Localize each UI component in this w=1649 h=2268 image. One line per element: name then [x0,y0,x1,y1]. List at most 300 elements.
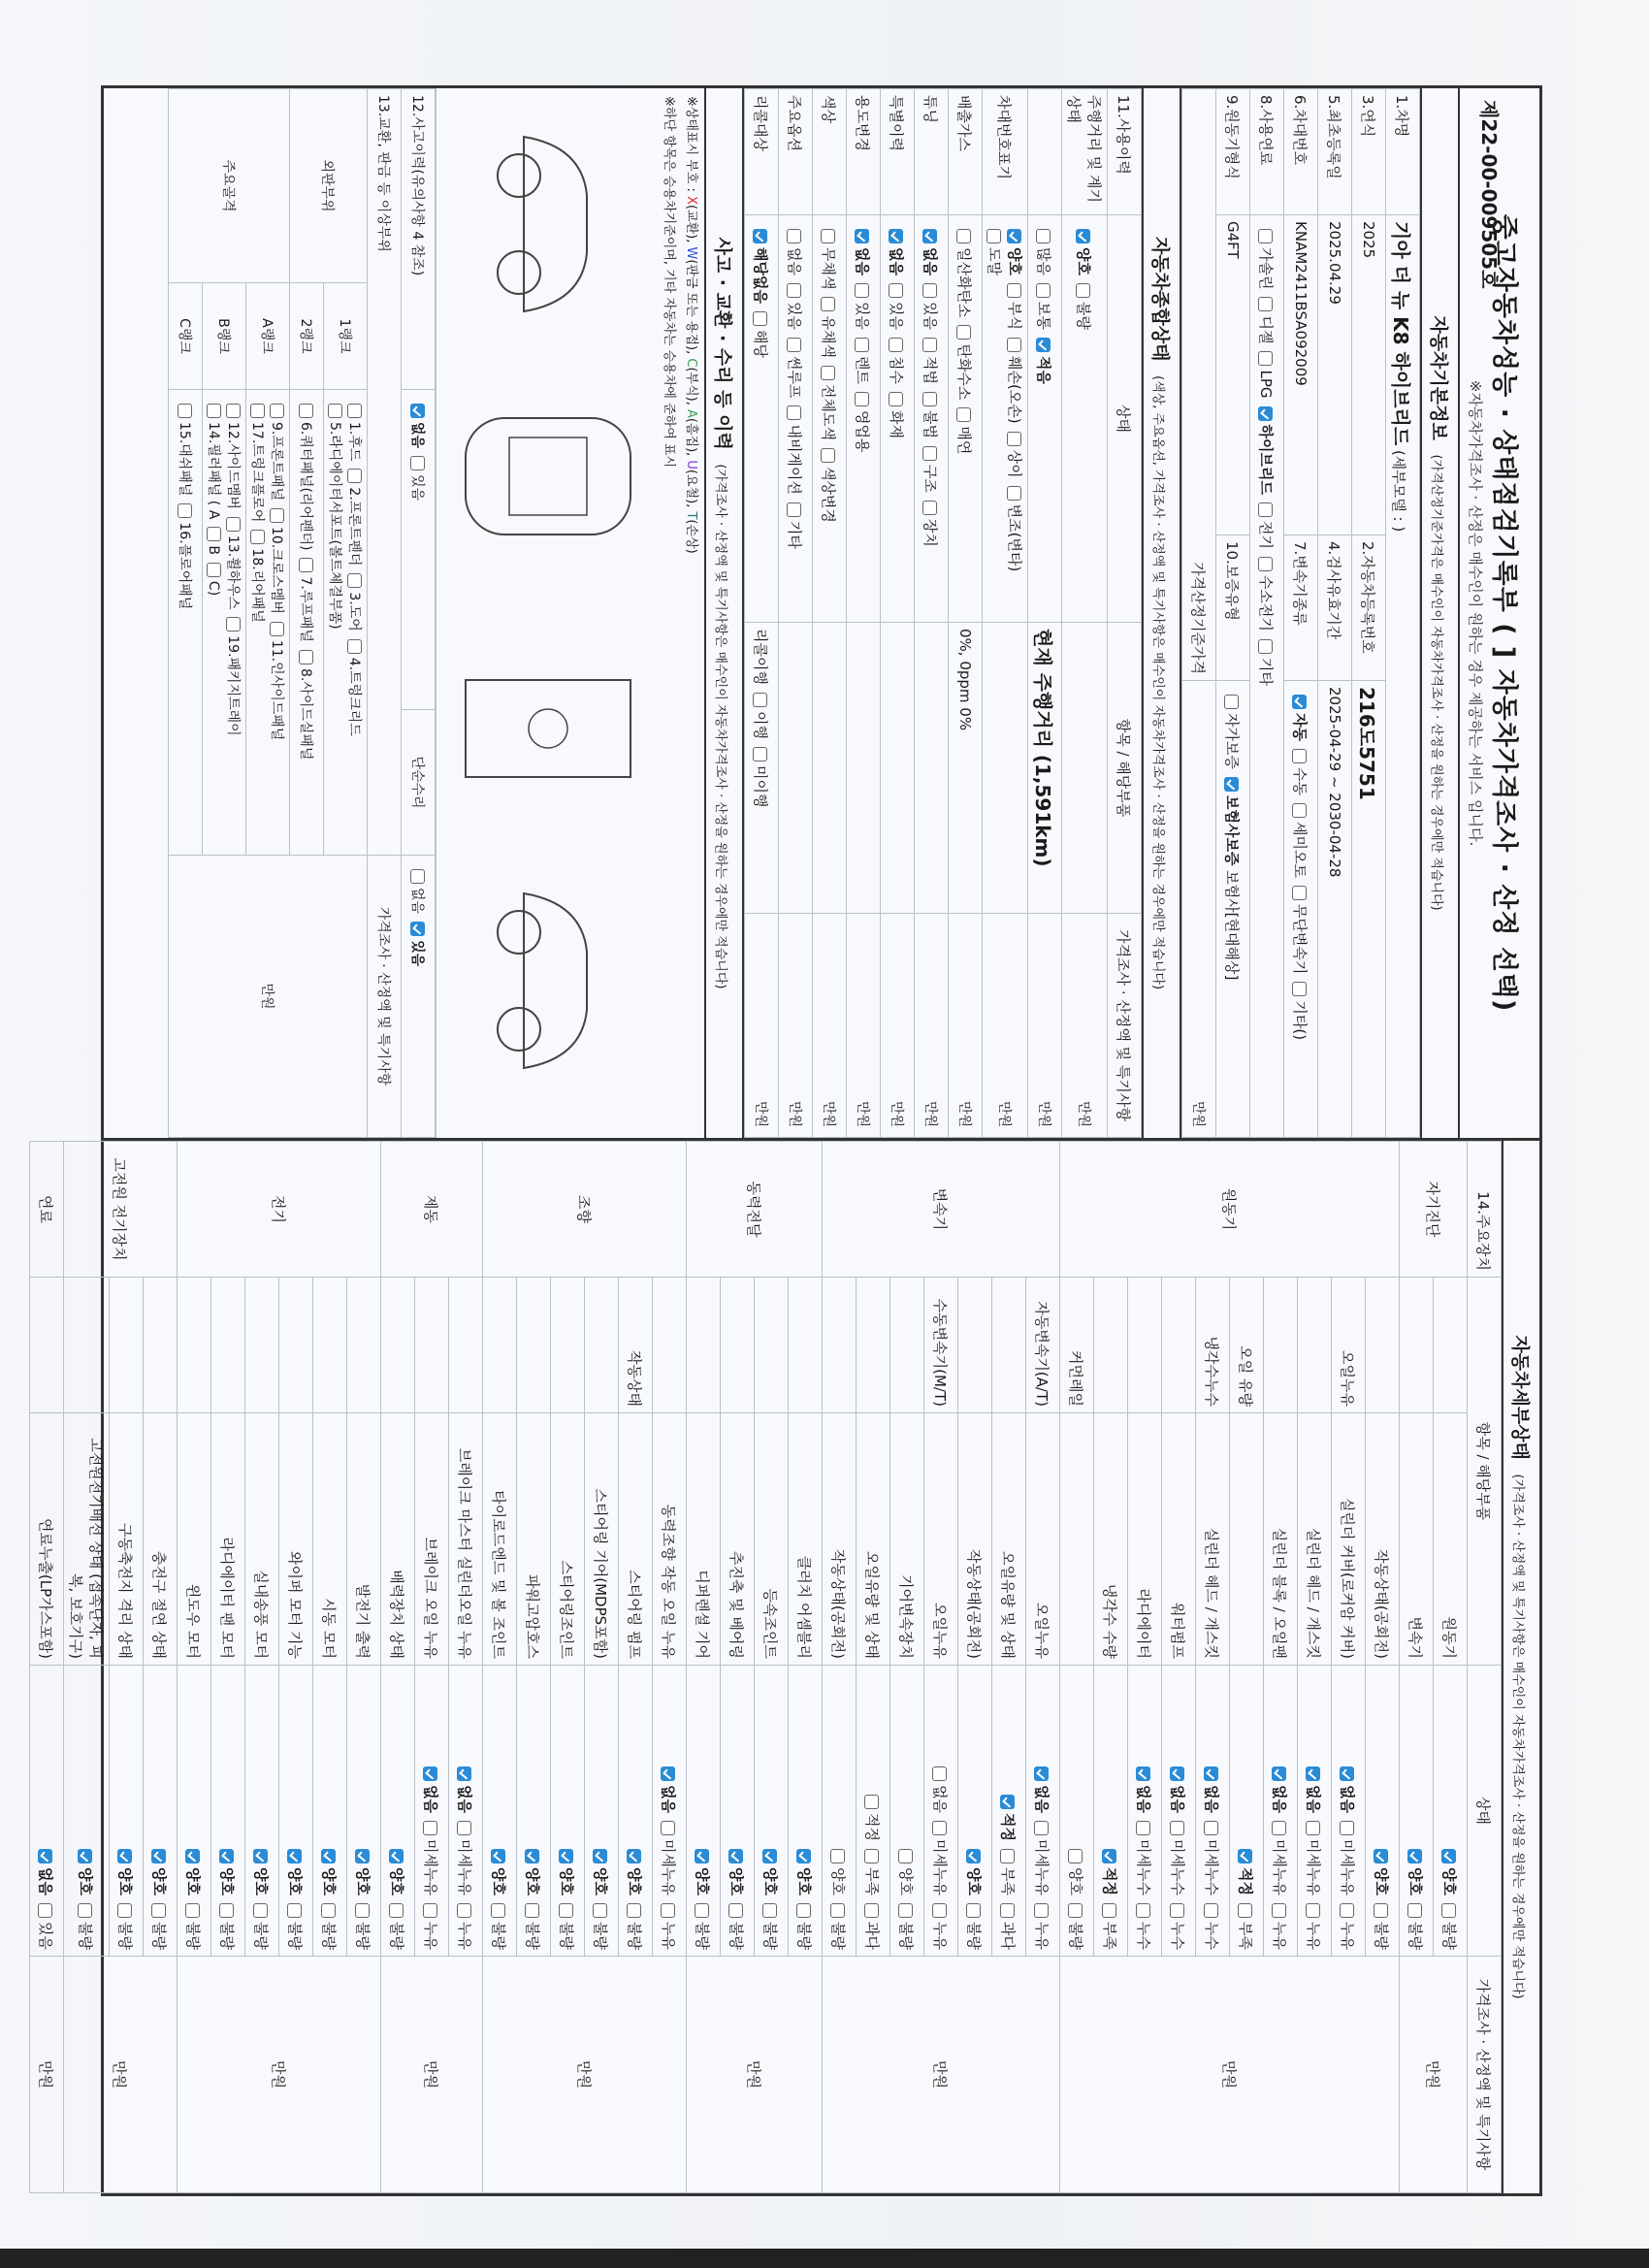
checkbox-icon[interactable] [410,404,425,418]
checkbox-icon[interactable] [957,229,972,243]
checkbox-icon[interactable] [1205,1766,1219,1781]
option-checkbox[interactable]: 누유 [423,1895,440,1950]
checkbox-icon[interactable] [207,404,221,418]
checkbox-icon[interactable] [1077,283,1091,298]
checkbox-icon[interactable] [1408,1903,1423,1918]
option-checkbox[interactable]: 없음 [1034,1759,1051,1813]
option-checkbox[interactable]: 14.필러패널 ( A [206,396,221,519]
checkbox-icon[interactable] [220,1849,235,1863]
checkbox-icon[interactable] [492,1903,506,1918]
checkbox-icon[interactable] [1273,1766,1287,1781]
checkbox-icon[interactable] [865,1849,880,1863]
option-checkbox[interactable]: 16.플로어패널 [177,496,192,609]
option-checkbox[interactable]: 불량 [627,1895,644,1950]
option-checkbox[interactable]: 양호 [253,1841,271,1895]
checkbox-icon[interactable] [207,563,221,577]
checkbox-icon[interactable] [1259,557,1274,571]
checkbox-icon[interactable] [288,1903,303,1918]
option-checkbox[interactable]: 불량 [287,1895,305,1950]
option-checkbox[interactable]: 기타 [787,495,804,549]
option-checkbox[interactable]: 장치 [922,493,940,547]
option-checkbox[interactable]: C) [206,555,221,596]
option-checkbox[interactable]: 없음 [922,221,940,275]
option-checkbox[interactable]: 구조 [922,438,940,493]
option-checkbox[interactable]: 영업용 [855,384,872,452]
option-checkbox[interactable]: 18.리어패널 [249,522,265,622]
option-checkbox[interactable]: 있음 [787,275,804,330]
checkbox-icon[interactable] [39,1903,53,1918]
checkbox-icon[interactable] [923,501,938,515]
checkbox-icon[interactable] [865,1795,880,1809]
option-checkbox[interactable]: 없음 [1136,1759,1153,1813]
option-checkbox[interactable]: 불량 [1441,1895,1459,1950]
checkbox-icon[interactable] [270,622,284,636]
checkbox-icon[interactable] [118,1849,133,1863]
option-checkbox[interactable]: 3.도어 [346,566,362,631]
option-checkbox[interactable]: 없음 [409,861,425,914]
checkbox-icon[interactable] [1137,1903,1151,1918]
checkbox-icon[interactable] [831,1903,846,1918]
checkbox-icon[interactable] [178,503,192,518]
checkbox-icon[interactable] [754,693,768,707]
option-checkbox[interactable]: B [206,519,221,555]
option-checkbox[interactable]: 양호 [355,1841,372,1895]
checkbox-icon[interactable] [1001,1849,1016,1863]
option-checkbox[interactable]: 15.대쉬패널 [177,396,192,496]
checkbox-icon[interactable] [1103,1903,1117,1918]
option-checkbox[interactable]: 5.라디에이터서포트(볼트체결부품) [327,396,342,630]
checkbox-icon[interactable] [226,517,241,532]
option-checkbox[interactable]: 침수 [889,330,906,384]
option-checkbox[interactable]: 양호 [898,1841,916,1895]
option-checkbox[interactable]: 있음 [922,275,940,330]
checkbox-icon[interactable] [1341,1821,1355,1835]
option-checkbox[interactable]: 불량 [117,1895,135,1950]
checkbox-icon[interactable] [526,1903,540,1918]
checkbox-icon[interactable] [390,1849,404,1863]
option-checkbox[interactable]: 양호 [1407,1841,1425,1895]
checkbox-icon[interactable] [923,338,938,352]
option-checkbox[interactable]: 썬루프 [787,330,804,398]
option-checkbox[interactable]: 누유 [1340,1895,1357,1950]
checkbox-icon[interactable] [899,1903,914,1918]
option-checkbox[interactable]: 적정 [864,1787,882,1841]
checkbox-icon[interactable] [1037,229,1051,243]
checkbox-icon[interactable] [822,448,836,463]
checkbox-icon[interactable] [933,1903,948,1918]
option-checkbox[interactable]: 불량 [151,1895,169,1950]
checkbox-icon[interactable] [594,1849,608,1863]
option-checkbox[interactable]: 없음 [889,221,906,275]
option-checkbox[interactable]: 수소전기 [1258,549,1276,632]
checkbox-icon[interactable] [1137,1821,1151,1835]
option-checkbox[interactable]: 양호 [796,1841,814,1895]
checkbox-icon[interactable] [1077,229,1091,243]
option-checkbox[interactable]: 양호 [559,1841,576,1895]
checkbox-icon[interactable] [1273,1821,1287,1835]
checkbox-icon[interactable] [118,1903,133,1918]
option-checkbox[interactable]: 불량 [966,1895,984,1950]
checkbox-icon[interactable] [356,1903,371,1918]
checkbox-icon[interactable] [1171,1903,1185,1918]
checkbox-icon[interactable] [822,366,836,380]
checkbox-icon[interactable] [347,404,362,418]
option-checkbox[interactable]: 없음 [409,396,425,448]
checkbox-icon[interactable] [662,1903,676,1918]
checkbox-icon[interactable] [186,1849,201,1863]
checkbox-icon[interactable] [1037,283,1051,298]
option-checkbox[interactable]: 있음 [409,448,425,501]
checkbox-icon[interactable] [1205,1821,1219,1835]
checkbox-icon[interactable] [322,1903,337,1918]
option-checkbox[interactable]: 미세누유 [1340,1813,1357,1895]
option-checkbox[interactable]: 2.프론트펜더 [346,461,362,566]
checkbox-icon[interactable] [410,456,425,470]
checkbox-icon[interactable] [178,404,192,418]
checkbox-icon[interactable] [347,469,362,483]
checkbox-icon[interactable] [729,1903,744,1918]
option-checkbox[interactable]: 있음 [855,275,872,330]
checkbox-icon[interactable] [79,1903,93,1918]
option-checkbox[interactable]: 양호 [78,1841,95,1895]
checkbox-icon[interactable] [831,1849,846,1863]
checkbox-icon[interactable] [424,1821,438,1835]
option-checkbox[interactable]: 누수 [1136,1895,1153,1950]
option-checkbox[interactable]: 해당 [753,304,770,358]
checkbox-icon[interactable] [250,404,265,418]
checkbox-icon[interactable] [1293,749,1308,763]
option-checkbox[interactable]: 전기 [1258,495,1276,549]
option-checkbox[interactable]: 없음 [1204,1759,1221,1813]
checkbox-icon[interactable] [763,1849,778,1863]
checkbox-icon[interactable] [1341,1903,1355,1918]
checkbox-icon[interactable] [1293,695,1308,709]
checkbox-icon[interactable] [957,325,972,340]
checkbox-icon[interactable] [957,407,972,422]
option-checkbox[interactable]: 불량 [695,1895,712,1950]
option-checkbox[interactable]: 양호 [1441,1841,1459,1895]
option-checkbox[interactable]: 해당없음 [753,221,770,304]
checkbox-icon[interactable] [923,446,938,461]
option-checkbox[interactable]: 양호 [117,1841,135,1895]
checkbox-icon[interactable] [933,1766,948,1781]
checkbox-icon[interactable] [1408,1849,1423,1863]
checkbox-icon[interactable] [1069,1903,1083,1918]
checkbox-icon[interactable] [1007,486,1021,501]
checkbox-icon[interactable] [1442,1849,1457,1863]
option-checkbox[interactable]: 적정 [1238,1841,1255,1895]
checkbox-icon[interactable] [1259,229,1274,243]
option-checkbox[interactable]: 7.루프패널 [298,550,313,641]
checkbox-icon[interactable] [458,1903,472,1918]
option-checkbox[interactable]: 부식 [1006,275,1023,330]
option-checkbox[interactable]: 누유 [1306,1895,1323,1950]
option-checkbox[interactable]: 12.사이드멤버 [225,396,241,509]
checkbox-icon[interactable] [1007,432,1021,446]
option-checkbox[interactable]: 미세누유 [661,1813,678,1895]
option-checkbox[interactable]: 적정 [1000,1787,1018,1841]
checkbox-icon[interactable] [1239,1903,1253,1918]
option-checkbox[interactable]: 가솔린 [1258,221,1276,289]
checkbox-icon[interactable] [797,1903,812,1918]
checkbox-icon[interactable] [628,1903,642,1918]
checkbox-icon[interactable] [1307,1903,1321,1918]
option-checkbox[interactable]: 19.패키지트레이 [225,609,241,735]
checkbox-icon[interactable] [695,1849,710,1863]
option-checkbox[interactable]: 불량 [78,1895,95,1950]
checkbox-icon[interactable] [1259,351,1274,366]
option-checkbox[interactable]: 없음 [38,1841,55,1895]
checkbox-icon[interactable] [1273,1903,1287,1918]
option-checkbox[interactable]: 불량 [1407,1895,1425,1950]
checkbox-icon[interactable] [560,1849,574,1863]
checkbox-icon[interactable] [1171,1766,1185,1781]
checkbox-icon[interactable] [458,1821,472,1835]
checkbox-icon[interactable] [628,1849,642,1863]
checkbox-icon[interactable] [933,1821,948,1835]
option-checkbox[interactable]: 과다 [1000,1895,1018,1950]
checkbox-icon[interactable] [1225,777,1240,792]
option-checkbox[interactable]: 부족 [864,1841,882,1895]
option-checkbox[interactable]: 불량 [593,1895,610,1950]
option-checkbox[interactable]: 불법 [922,384,940,438]
checkbox-icon[interactable] [1259,297,1274,311]
option-checkbox[interactable]: 디젤 [1258,289,1276,343]
checkbox-icon[interactable] [270,508,284,523]
option-checkbox[interactable]: 있음 [889,275,906,330]
option-checkbox[interactable]: 자동 [1292,687,1310,741]
checkbox-icon[interactable] [788,283,802,298]
checkbox-icon[interactable] [288,1849,303,1863]
option-checkbox[interactable]: 9.프론트패널 [269,396,284,501]
option-checkbox[interactable]: 불량 [1374,1895,1391,1950]
checkbox-icon[interactable] [410,922,425,936]
option-checkbox[interactable]: 양호 [1006,221,1023,275]
checkbox-icon[interactable] [347,639,362,654]
option-checkbox[interactable]: 미세누유 [1272,1813,1289,1895]
checkbox-icon[interactable] [1374,1903,1389,1918]
checkbox-icon[interactable] [254,1849,269,1863]
checkbox-icon[interactable] [889,283,904,298]
checkbox-icon[interactable] [822,297,836,311]
option-checkbox[interactable]: 양호 [491,1841,508,1895]
option-checkbox[interactable]: 누유 [1272,1895,1289,1950]
checkbox-icon[interactable] [186,1903,201,1918]
checkbox-icon[interactable] [662,1821,676,1835]
option-checkbox[interactable]: 없음 [787,221,804,275]
checkbox-icon[interactable] [1007,229,1021,243]
checkbox-icon[interactable] [754,311,768,326]
option-checkbox[interactable]: 없음 [1306,1759,1323,1813]
checkbox-icon[interactable] [788,229,802,243]
option-checkbox[interactable]: 미세누수 [1136,1813,1153,1895]
option-checkbox[interactable]: 누수 [1204,1895,1221,1950]
option-checkbox[interactable]: 화재 [889,384,906,438]
checkbox-icon[interactable] [1307,1821,1321,1835]
option-checkbox[interactable]: 불량 [559,1895,576,1950]
checkbox-icon[interactable] [424,1903,438,1918]
option-checkbox[interactable]: 양호 [728,1841,746,1895]
option-checkbox[interactable]: 17.트렁크플로어 [249,396,265,522]
option-checkbox[interactable]: 누유 [1034,1895,1051,1950]
checkbox-icon[interactable] [967,1849,982,1863]
option-checkbox[interactable]: 무단변속기 [1292,878,1310,974]
option-checkbox[interactable]: 4.트렁크리드 [346,632,362,736]
option-checkbox[interactable]: 하이브리드 [1258,399,1276,495]
checkbox-icon[interactable] [1007,338,1021,352]
option-checkbox[interactable]: 적정 [1102,1841,1119,1895]
option-checkbox[interactable]: 적법 [922,330,940,384]
option-checkbox[interactable]: 적음 [1036,330,1053,384]
checkbox-icon[interactable] [356,1849,371,1863]
option-checkbox[interactable]: 누유 [457,1895,474,1950]
option-checkbox[interactable]: 많음 [1036,221,1053,275]
option-checkbox[interactable]: 양호 [151,1841,169,1895]
option-checkbox[interactable]: 세미오토 [1292,795,1310,878]
checkbox-icon[interactable] [923,229,938,243]
option-checkbox[interactable]: 11.인사이드패널 [269,614,284,740]
option-checkbox[interactable]: 양호 [287,1841,305,1895]
option-checkbox[interactable]: 미세누유 [1306,1813,1323,1895]
option-checkbox[interactable]: 미세누수 [1204,1813,1221,1895]
checkbox-icon[interactable] [560,1903,574,1918]
checkbox-icon[interactable] [1259,639,1274,654]
option-checkbox[interactable]: 렌트 [855,330,872,384]
option-checkbox[interactable]: 양호 [1374,1841,1391,1895]
checkbox-icon[interactable] [152,1903,167,1918]
checkbox-icon[interactable] [754,747,768,761]
option-checkbox[interactable]: 없음 [457,1759,474,1813]
checkbox-icon[interactable] [347,573,362,588]
option-checkbox[interactable]: 훼손(오손) [1006,330,1023,424]
checkbox-icon[interactable] [39,1849,53,1863]
checkbox-icon[interactable] [889,338,904,352]
option-checkbox[interactable]: 불량 [728,1895,746,1950]
checkbox-icon[interactable] [986,229,1001,243]
option-checkbox[interactable]: 불량 [185,1895,203,1950]
option-checkbox[interactable]: 불량 [898,1895,916,1950]
checkbox-icon[interactable] [1307,1766,1321,1781]
option-checkbox[interactable]: 13.휠하우스 [225,509,241,609]
checkbox-icon[interactable] [424,1766,438,1781]
option-checkbox[interactable]: 보험사보증 [1224,769,1242,865]
checkbox-icon[interactable] [788,405,802,420]
checkbox-icon[interactable] [788,502,802,517]
option-checkbox[interactable]: 6.쿼터패널(리어펜더) [298,396,313,550]
option-checkbox[interactable]: 과다 [864,1895,882,1950]
checkbox-icon[interactable] [250,530,265,544]
option-checkbox[interactable]: 양호 [830,1841,848,1895]
checkbox-icon[interactable] [856,283,870,298]
option-checkbox[interactable]: 없음 [1170,1759,1187,1813]
option-checkbox[interactable]: 이행 [753,685,770,739]
option-checkbox[interactable]: 없음 [661,1759,678,1813]
option-checkbox[interactable]: 불량 [389,1895,406,1950]
option-checkbox[interactable]: 불량 [219,1895,237,1950]
checkbox-icon[interactable] [79,1849,93,1863]
checkbox-icon[interactable] [797,1849,812,1863]
option-checkbox[interactable]: 없음 [855,221,872,275]
checkbox-icon[interactable] [1007,283,1021,298]
option-checkbox[interactable]: 색상변경 [821,440,838,523]
checkbox-icon[interactable] [1374,1849,1389,1863]
option-checkbox[interactable]: 누수 [1170,1895,1187,1950]
checkbox-icon[interactable] [1037,338,1051,352]
checkbox-icon[interactable] [822,229,836,243]
checkbox-icon[interactable] [226,404,241,418]
checkbox-icon[interactable] [207,527,221,541]
checkbox-icon[interactable] [763,1903,778,1918]
option-checkbox[interactable]: 8.사이드실패널 [298,642,313,761]
option-checkbox[interactable]: 부족 [1102,1895,1119,1950]
checkbox-icon[interactable] [1035,1766,1050,1781]
checkbox-icon[interactable] [1259,502,1274,517]
option-checkbox[interactable]: 양호 [185,1841,203,1895]
checkbox-icon[interactable] [594,1903,608,1918]
option-checkbox[interactable]: 상이 [1006,424,1023,478]
checkbox-icon[interactable] [1001,1903,1016,1918]
checkbox-icon[interactable] [220,1903,235,1918]
option-checkbox[interactable]: 불량 [796,1895,814,1950]
option-checkbox[interactable]: 매연 [956,400,974,454]
option-checkbox[interactable]: 없음 [1340,1759,1357,1813]
option-checkbox[interactable]: 있음 [409,914,425,966]
option-checkbox[interactable]: 10.크로스멤버 [269,501,284,614]
option-checkbox[interactable]: 미세누유 [1034,1813,1051,1895]
checkbox-icon[interactable] [299,650,313,664]
option-checkbox[interactable]: 누유 [932,1895,950,1950]
checkbox-icon[interactable] [1259,406,1274,421]
option-checkbox[interactable]: 탄화수소 [956,317,974,400]
checkbox-icon[interactable] [226,617,241,632]
option-checkbox[interactable]: 변조(변타) [1006,478,1023,572]
option-checkbox[interactable]: 무채색 [821,221,838,289]
option-checkbox[interactable]: 불량 [762,1895,780,1950]
option-checkbox[interactable]: 불량 [491,1895,508,1950]
option-checkbox[interactable]: 1.후드 [346,396,362,461]
checkbox-icon[interactable] [1205,1903,1219,1918]
checkbox-icon[interactable] [695,1903,710,1918]
option-checkbox[interactable]: 일산화탄소 [956,221,974,317]
checkbox-icon[interactable] [1137,1766,1151,1781]
option-checkbox[interactable]: 미세누유 [932,1813,950,1895]
option-checkbox[interactable]: 유채색 [821,289,838,357]
checkbox-icon[interactable] [270,404,284,418]
option-checkbox[interactable]: 내비게이션 [787,398,804,494]
checkbox-icon[interactable] [526,1849,540,1863]
option-checkbox[interactable]: 양호 [1076,221,1093,275]
option-checkbox[interactable]: 수동 [1292,741,1310,795]
checkbox-icon[interactable] [1225,695,1240,709]
checkbox-icon[interactable] [856,338,870,352]
option-checkbox[interactable]: 기타() [1292,974,1310,1040]
checkbox-icon[interactable] [1341,1766,1355,1781]
option-checkbox[interactable]: 양호 [593,1841,610,1895]
checkbox-icon[interactable] [1442,1903,1457,1918]
option-checkbox[interactable]: 자가보증 [1224,687,1242,769]
checkbox-icon[interactable] [152,1849,167,1863]
checkbox-icon[interactable] [1103,1849,1117,1863]
option-checkbox[interactable]: 기타 [1258,632,1276,686]
checkbox-icon[interactable] [299,404,313,418]
option-checkbox[interactable]: 누유 [661,1895,678,1950]
checkbox-icon[interactable] [1293,982,1308,996]
option-checkbox[interactable]: LPG [1258,343,1276,398]
option-checkbox[interactable]: 도말 [986,221,1003,275]
checkbox-icon[interactable] [729,1849,744,1863]
option-checkbox[interactable]: 양호 [627,1841,644,1895]
checkbox-icon[interactable] [923,392,938,406]
